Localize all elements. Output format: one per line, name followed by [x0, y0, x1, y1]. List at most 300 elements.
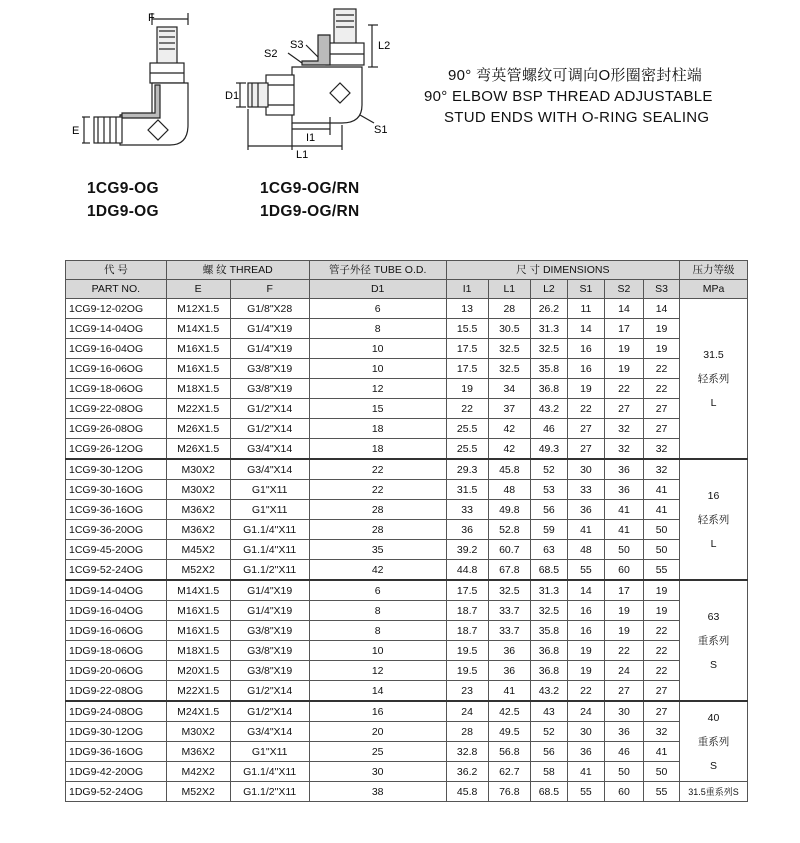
table-cell: 16 — [567, 621, 604, 641]
table-cell: 27 — [604, 399, 643, 419]
table-cell: G1.1/4"X11 — [230, 520, 309, 540]
table-cell: 50 — [604, 540, 643, 560]
table-cell: G1"X11 — [230, 742, 309, 762]
pressure-group-series: 轻系列 — [697, 513, 730, 526]
table-cell: 17.5 — [446, 359, 488, 379]
table-cell: 22 — [446, 399, 488, 419]
table-cell: M30X2 — [166, 480, 230, 500]
dim-label-I1: I1 — [306, 132, 316, 144]
table-cell: 31.5 — [446, 480, 488, 500]
table-cell: 41 — [567, 762, 604, 782]
table-cell: 36.8 — [530, 661, 567, 681]
table-cell: 1CG9-30-12OG — [66, 459, 167, 480]
table-cell: 28 — [488, 299, 530, 319]
table-cell: M14X1.5 — [166, 580, 230, 601]
table-cell: 36 — [446, 520, 488, 540]
table-cell: 27 — [567, 439, 604, 460]
table-cell: 32.5 — [488, 359, 530, 379]
table-cell: 31.3 — [530, 580, 567, 601]
table-cell: 36.8 — [530, 379, 567, 399]
table-cell: 29.3 — [446, 459, 488, 480]
table-cell: 24 — [604, 661, 643, 681]
header-tube-d1: D1 — [309, 280, 446, 299]
table-cell: 16 — [567, 359, 604, 379]
table-cell: 41 — [644, 480, 680, 500]
pressure-group-series: 重系列 — [697, 634, 730, 647]
pressure-group-cell — [680, 299, 748, 460]
table-cell: 68.5 — [530, 782, 567, 802]
pressure-group-code: S — [710, 658, 718, 671]
table-cell: M16X1.5 — [166, 621, 230, 641]
table-cell: 31.3 — [530, 319, 567, 339]
table-cell: 8 — [309, 621, 446, 641]
table-cell: 45.8 — [488, 459, 530, 480]
table-cell: 14 — [644, 299, 680, 319]
table-cell: 1CG9-12-02OG — [66, 299, 167, 319]
table-cell: 19 — [644, 580, 680, 601]
table-cell: 42 — [488, 439, 530, 460]
table-cell: G3/4"X14 — [230, 722, 309, 742]
table-cell: 63 — [530, 540, 567, 560]
table-cell: 32 — [644, 439, 680, 460]
table-cell: 36 — [567, 742, 604, 762]
table-cell: 36 — [604, 480, 643, 500]
table-cell: 1CG9-16-06OG — [66, 359, 167, 379]
table-cell: 41 — [644, 742, 680, 762]
header-part-en: PART NO. — [66, 280, 167, 299]
table-cell: 50 — [644, 762, 680, 782]
table-cell: 41 — [644, 500, 680, 520]
header-part-cn: 代 号 — [66, 261, 167, 280]
table-cell: 1DG9-36-16OG — [66, 742, 167, 762]
table-cell: G1/4"X19 — [230, 319, 309, 339]
table-cell: G1.1/4"X11 — [230, 540, 309, 560]
title-english-2: STUD ENDS WITH O-RING SEALING — [444, 109, 710, 126]
table-cell: 30 — [309, 762, 446, 782]
dim-label-L1: L1 — [296, 149, 309, 161]
model-label-right-1: 1CG9-OG/RN — [260, 180, 360, 197]
table-cell: M52X2 — [166, 560, 230, 581]
table-cell: 35.8 — [530, 359, 567, 379]
table-cell: 27 — [644, 701, 680, 722]
table-cell: M42X2 — [166, 762, 230, 782]
table-cell: G1/2"X14 — [230, 701, 309, 722]
table-row — [66, 520, 748, 540]
table-row — [66, 681, 748, 702]
table-cell: M16X1.5 — [166, 601, 230, 621]
table-cell: 1DG9-30-12OG — [66, 722, 167, 742]
table-cell: 22 — [644, 661, 680, 681]
table-cell: M18X1.5 — [166, 641, 230, 661]
table-cell: 35 — [309, 540, 446, 560]
table-cell: 19.5 — [446, 641, 488, 661]
table-cell: 8 — [309, 601, 446, 621]
table-cell: 32 — [644, 722, 680, 742]
table-row — [66, 319, 748, 339]
table-cell: M16X1.5 — [166, 359, 230, 379]
header-dimensions: 尺 寸 DIMENSIONS — [446, 261, 679, 280]
table-cell: G1/4"X19 — [230, 601, 309, 621]
table-cell: G1.1/4"X11 — [230, 762, 309, 782]
table-cell: 60 — [604, 560, 643, 581]
table-cell: 19 — [604, 601, 643, 621]
table-row — [66, 661, 748, 681]
header-tube: 管子外径 TUBE O.D. — [309, 261, 446, 280]
table-cell: 19 — [604, 339, 643, 359]
table-cell: G3/8"X19 — [230, 379, 309, 399]
table-row — [66, 560, 748, 581]
table-cell: 1CG9-26-08OG — [66, 419, 167, 439]
table-cell: 42 — [488, 419, 530, 439]
table-cell: 60.7 — [488, 540, 530, 560]
table-cell: M22X1.5 — [166, 399, 230, 419]
table-cell: 1DG9-18-06OG — [66, 641, 167, 661]
table-cell: 19 — [604, 359, 643, 379]
table-cell: 38 — [309, 782, 446, 802]
table-cell: 22 — [604, 379, 643, 399]
table-cell: 15.5 — [446, 319, 488, 339]
table-cell: 26.2 — [530, 299, 567, 319]
model-label-right-2: 1DG9-OG/RN — [260, 203, 360, 220]
table-cell: 16 — [309, 701, 446, 722]
table-cell: M45X2 — [166, 540, 230, 560]
table-cell: 30.5 — [488, 319, 530, 339]
table-cell: 24 — [446, 701, 488, 722]
table-cell: M16X1.5 — [166, 339, 230, 359]
table-cell: 1CG9-45-20OG — [66, 540, 167, 560]
table-row — [66, 641, 748, 661]
header-col-I1: I1 — [446, 280, 488, 299]
table-cell: 28 — [309, 500, 446, 520]
table-cell: 50 — [604, 762, 643, 782]
header-thread: 螺 纹 THREAD — [166, 261, 309, 280]
table-cell: 35.8 — [530, 621, 567, 641]
header-col-L2: L2 — [530, 280, 567, 299]
table-cell: 41 — [567, 520, 604, 540]
table-cell: 41 — [488, 681, 530, 702]
fitting-drawing-left — [60, 5, 210, 170]
table-cell: 1CG9-14-04OG — [66, 319, 167, 339]
table-cell: 30 — [604, 701, 643, 722]
table-cell: 14 — [567, 319, 604, 339]
table-row — [66, 742, 748, 762]
table-cell: 42.5 — [488, 701, 530, 722]
table-cell: M30X2 — [166, 722, 230, 742]
table-cell: 6 — [309, 580, 446, 601]
pressure-group-value: 63 — [707, 610, 720, 623]
table-cell: M36X2 — [166, 500, 230, 520]
table-row — [66, 339, 748, 359]
table-cell: 34 — [488, 379, 530, 399]
table-cell: 42 — [309, 560, 446, 581]
table-cell: 23 — [446, 681, 488, 702]
table-cell: G1.1/2"X11 — [230, 782, 309, 802]
table-cell: M36X2 — [166, 520, 230, 540]
table-cell: 12 — [309, 661, 446, 681]
dim-label-D1: D1 — [225, 90, 240, 102]
table-cell: 18 — [309, 439, 446, 460]
table-cell: 1DG9-24-08OG — [66, 701, 167, 722]
table-cell: M22X1.5 — [166, 681, 230, 702]
table-cell: 1CG9-36-20OG — [66, 520, 167, 540]
model-label-left-1: 1CG9-OG — [87, 180, 159, 197]
table-cell: 27 — [644, 681, 680, 702]
table-cell: 60 — [604, 782, 643, 802]
table-cell: 50 — [644, 540, 680, 560]
table-cell: 55 — [644, 782, 680, 802]
dim-label-S2: S2 — [264, 48, 278, 60]
table-row — [66, 459, 748, 480]
table-cell: 10 — [309, 641, 446, 661]
table-row — [66, 701, 748, 722]
table-cell: 19 — [604, 621, 643, 641]
table-cell: 18 — [309, 419, 446, 439]
table-cell: 14 — [604, 299, 643, 319]
table-cell: 36.2 — [446, 762, 488, 782]
table-cell: 33 — [567, 480, 604, 500]
table-cell: 1CG9-30-16OG — [66, 480, 167, 500]
table-cell: 24 — [567, 701, 604, 722]
header-col-S1: S1 — [567, 280, 604, 299]
model-label-left-2: 1DG9-OG — [87, 203, 159, 220]
table-cell: 27 — [644, 419, 680, 439]
table-cell: 10 — [309, 359, 446, 379]
table-cell: 1CG9-26-12OG — [66, 439, 167, 460]
pressure-group-value: 16 — [707, 489, 720, 502]
table-cell: 32 — [604, 439, 643, 460]
table-cell: 41 — [604, 520, 643, 540]
table-row — [66, 299, 748, 319]
table-cell: 32.5 — [530, 339, 567, 359]
title-chinese: 90° 弯英管螺纹可调向O形圈密封柱端 — [448, 67, 703, 84]
table-cell: G1"X11 — [230, 500, 309, 520]
table-cell: 76.8 — [488, 782, 530, 802]
table-cell: M14X1.5 — [166, 319, 230, 339]
table-cell: 1CG9-36-16OG — [66, 500, 167, 520]
dim-label-E: E — [72, 125, 80, 137]
spec-table-body — [66, 299, 748, 802]
table-cell: 22 — [309, 459, 446, 480]
table-row — [66, 762, 748, 782]
table-cell: 36.8 — [530, 641, 567, 661]
table-cell: 39.2 — [446, 540, 488, 560]
table-cell: 22 — [309, 480, 446, 500]
table-cell: 58 — [530, 762, 567, 782]
pressure-group-series: 重系列 — [697, 735, 730, 748]
table-cell: 36 — [488, 641, 530, 661]
dim-label-L2: L2 — [378, 40, 391, 52]
table-cell: 14 — [567, 580, 604, 601]
table-cell: 45.8 — [446, 782, 488, 802]
table-row — [66, 379, 748, 399]
table-cell: 49.8 — [488, 500, 530, 520]
table-row — [66, 601, 748, 621]
table-cell: 41 — [604, 500, 643, 520]
table-cell: 1CG9-16-04OG — [66, 339, 167, 359]
table-cell: 27 — [644, 399, 680, 419]
pressure-group-code: S — [710, 759, 718, 772]
table-cell: M18X1.5 — [166, 379, 230, 399]
table-cell: 16 — [567, 601, 604, 621]
table-cell: 6 — [309, 299, 446, 319]
dim-label-F: F — [148, 12, 155, 24]
table-cell: 55 — [567, 782, 604, 802]
table-cell: 25.5 — [446, 419, 488, 439]
table-cell: G1/8"X28 — [230, 299, 309, 319]
table-row — [66, 439, 748, 460]
title-english-1: 90° ELBOW BSP THREAD ADJUSTABLE — [424, 88, 713, 105]
table-row — [66, 500, 748, 520]
table-cell: 36 — [604, 459, 643, 480]
table-cell: 22 — [604, 641, 643, 661]
table-cell: 22 — [644, 641, 680, 661]
spec-table — [65, 260, 748, 802]
table-cell: 56 — [530, 500, 567, 520]
table-cell: 27 — [604, 681, 643, 702]
table-cell: G3/8"X19 — [230, 661, 309, 681]
table-cell: 32.8 — [446, 742, 488, 762]
table-cell: 36 — [488, 661, 530, 681]
table-cell: G3/8"X19 — [230, 641, 309, 661]
dim-label-S1: S1 — [374, 124, 388, 136]
table-cell: M30X2 — [166, 459, 230, 480]
table-row — [66, 580, 748, 601]
table-row — [66, 399, 748, 419]
table-cell: 56 — [530, 742, 567, 762]
table-cell: 48 — [488, 480, 530, 500]
table-cell: 33 — [446, 500, 488, 520]
table-cell: 59 — [530, 520, 567, 540]
table-cell: 17.5 — [446, 580, 488, 601]
table-cell: 1DG9-20-06OG — [66, 661, 167, 681]
table-cell: 46 — [604, 742, 643, 762]
pressure-group-cell — [680, 580, 748, 701]
table-cell: 1DG9-22-08OG — [66, 681, 167, 702]
table-cell: 52 — [530, 459, 567, 480]
pressure-group-code: L — [710, 537, 717, 550]
table-cell: G1/4"X19 — [230, 339, 309, 359]
table-cell: 55 — [644, 560, 680, 581]
table-cell: 43.2 — [530, 399, 567, 419]
header-pressure-cn: 压力等级 — [680, 261, 748, 280]
table-cell: G1/4"X19 — [230, 580, 309, 601]
table-cell: 53 — [530, 480, 567, 500]
table-cell: M20X1.5 — [166, 661, 230, 681]
table-cell: 22 — [644, 379, 680, 399]
table-cell: M26X1.5 — [166, 419, 230, 439]
table-cell: 48 — [567, 540, 604, 560]
table-cell: 1DG9-16-06OG — [66, 621, 167, 641]
table-cell: 18.7 — [446, 621, 488, 641]
table-cell: 50 — [644, 520, 680, 540]
table-cell: 18.7 — [446, 601, 488, 621]
header-thread-f: F — [230, 280, 309, 299]
table-row — [66, 621, 748, 641]
table-cell: 17.5 — [446, 339, 488, 359]
table-cell: 67.8 — [488, 560, 530, 581]
table-cell: 20 — [309, 722, 446, 742]
table-cell: 1CG9-22-08OG — [66, 399, 167, 419]
table-cell: 10 — [309, 339, 446, 359]
header-col-L1: L1 — [488, 280, 530, 299]
table-cell: 36 — [604, 722, 643, 742]
header-col-S3: S3 — [644, 280, 680, 299]
table-cell: 19 — [644, 601, 680, 621]
table-cell: 68.5 — [530, 560, 567, 581]
table-cell: 33.7 — [488, 621, 530, 641]
table-row — [66, 540, 748, 560]
table-cell: 11 — [567, 299, 604, 319]
table-cell: G1"X11 — [230, 480, 309, 500]
table-cell: 1DG9-42-20OG — [66, 762, 167, 782]
table-cell: 32.5 — [488, 339, 530, 359]
table-cell: 43.2 — [530, 681, 567, 702]
table-cell: 37 — [488, 399, 530, 419]
table-cell: 46 — [530, 419, 567, 439]
table-cell: 19 — [567, 379, 604, 399]
table-cell: 28 — [446, 722, 488, 742]
table-row — [66, 359, 748, 379]
table-cell: 1DG9-16-04OG — [66, 601, 167, 621]
table-cell: 52 — [530, 722, 567, 742]
table-row — [66, 480, 748, 500]
table-row — [66, 782, 748, 802]
table-cell: 1CG9-52-24OG — [66, 560, 167, 581]
table-cell: 22 — [644, 359, 680, 379]
table-cell: G1/2"X14 — [230, 419, 309, 439]
table-cell: 14 — [309, 681, 446, 702]
pressure-group-cell — [680, 459, 748, 580]
table-cell: G3/4"X14 — [230, 439, 309, 460]
table-cell: G1/2"X14 — [230, 681, 309, 702]
table-cell: 32 — [644, 459, 680, 480]
table-cell: 8 — [309, 319, 446, 339]
table-cell: 32.5 — [488, 580, 530, 601]
table-cell: 12 — [309, 379, 446, 399]
table-cell: M26X1.5 — [166, 439, 230, 460]
header-thread-e: E — [166, 280, 230, 299]
table-cell: G1/2"X14 — [230, 399, 309, 419]
table-cell: 44.8 — [446, 560, 488, 581]
table-cell: M24X1.5 — [166, 701, 230, 722]
dim-label-S3: S3 — [290, 39, 304, 51]
table-row — [66, 419, 748, 439]
table-cell: 19 — [567, 661, 604, 681]
table-cell: 43 — [530, 701, 567, 722]
table-cell: 19.5 — [446, 661, 488, 681]
pressure-group-series: 轻系列 — [697, 372, 730, 385]
table-cell: 25.5 — [446, 439, 488, 460]
table-cell: 56.8 — [488, 742, 530, 762]
table-cell: G3/8"X19 — [230, 621, 309, 641]
pressure-group-value: 31.5重系列S — [688, 786, 739, 797]
table-cell: 49.5 — [488, 722, 530, 742]
table-cell: 49.3 — [530, 439, 567, 460]
pressure-group-code: L — [710, 396, 717, 409]
table-cell: G3/4"X14 — [230, 459, 309, 480]
table-cell: 19 — [644, 319, 680, 339]
table-cell: G1.1/2"X11 — [230, 560, 309, 581]
table-cell: 17 — [604, 580, 643, 601]
table-cell: 30 — [567, 459, 604, 480]
table-cell: M52X2 — [166, 782, 230, 802]
table-cell: 32.5 — [530, 601, 567, 621]
table-cell: 19 — [567, 641, 604, 661]
table-cell: 19 — [644, 339, 680, 359]
table-cell: 62.7 — [488, 762, 530, 782]
header-col-S2: S2 — [604, 280, 643, 299]
table-cell: 28 — [309, 520, 446, 540]
